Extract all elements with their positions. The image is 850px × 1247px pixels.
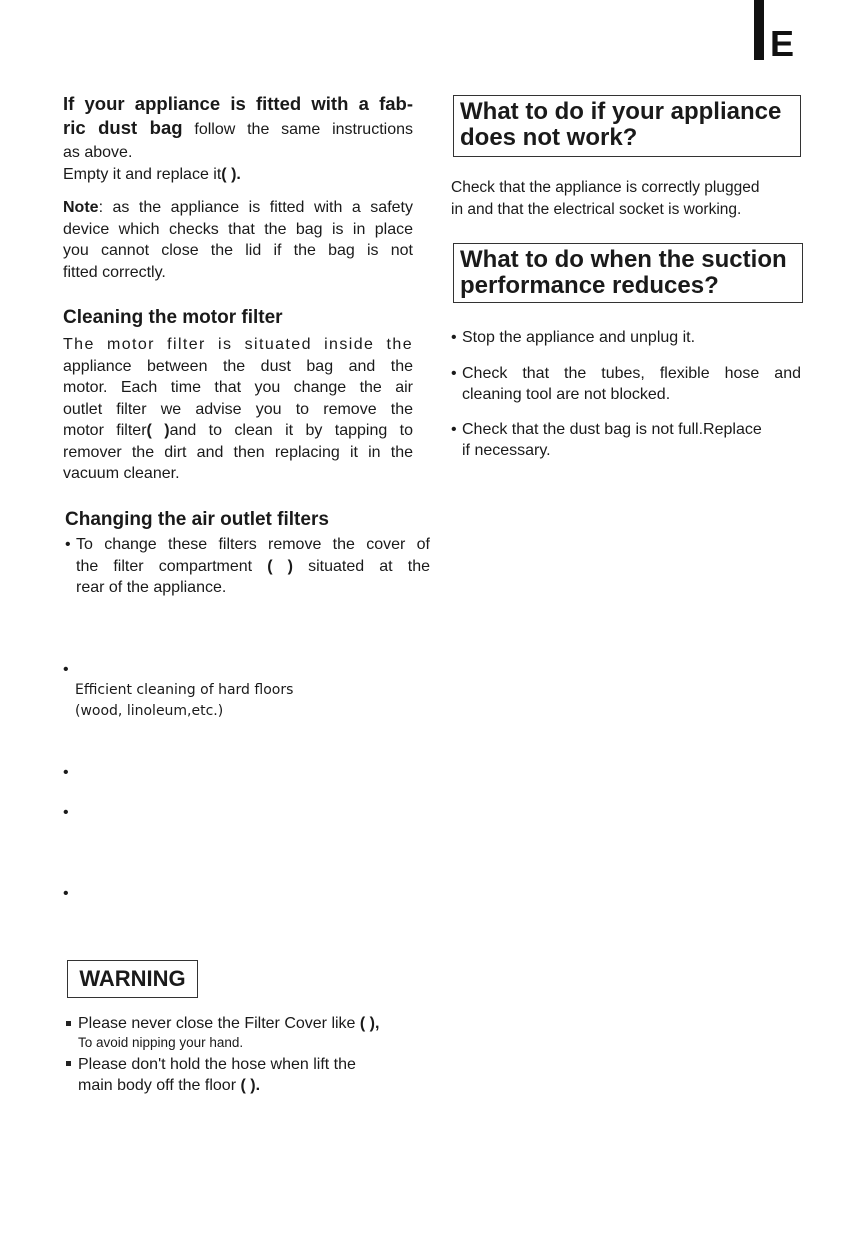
list-item: • To change these filters remove the cover of the filter compartment ( ) situated at the rear of the appliance. bbox=[65, 536, 430, 596]
bullet-1: • bbox=[63, 661, 69, 678]
warning-box: WARNING bbox=[67, 960, 198, 998]
air-outlet-heading: Changing the air outlet filters bbox=[65, 509, 329, 530]
motor-filter-line4: outlet filter we advise you to remove the bbox=[63, 400, 413, 418]
suction-heading: What to do when the suction performance reduces? bbox=[453, 243, 803, 303]
motor-filter-line2: appliance between the dust bag and the bbox=[63, 357, 413, 375]
motor-filter-section bbox=[63, 306, 413, 485]
hard-floors-text: Efficient cleaning of hard floors (wood, linoleum,etc.) bbox=[75, 682, 294, 719]
square-bullet-icon bbox=[66, 1021, 71, 1026]
warning-list bbox=[66, 1014, 436, 1096]
suction-list bbox=[451, 327, 801, 462]
bullet-2: • bbox=[63, 764, 69, 781]
note-line1: Note: as the appliance is fitted with a safety bbox=[63, 199, 413, 216]
not-work-heading: What to do if your appliance does not work? bbox=[453, 95, 801, 157]
bullet-3: • bbox=[63, 804, 69, 821]
list-item: Please don't hold the hose when lift the main body off the floor ( ). bbox=[66, 1054, 436, 1096]
note-line3: you cannot close the lid if the bag is not bbox=[63, 242, 413, 259]
list-item: Please never close the Filter Cover like ( ), To avoid nipping your hand. bbox=[66, 1014, 436, 1052]
not-work-text: Check that the appliance is correctly plugged in and that the electrical socket is working. bbox=[451, 179, 760, 218]
square-bullet-icon bbox=[66, 1061, 71, 1066]
note-line4: fitted correctly. bbox=[63, 263, 166, 281]
motor-filter-line1: The motor filter is situated inside the bbox=[63, 336, 413, 353]
list-item: • Check that the tubes, flexible hose and cleaning tool are not blocked. bbox=[451, 364, 801, 403]
bullet-4: • bbox=[63, 885, 69, 902]
motor-filter-line3: motor. Each time that you change the air bbox=[63, 379, 413, 396]
motor-filter-line6: remover the dirt and then replacing it in the bbox=[63, 443, 413, 461]
motor-filter-line5: motor filter( )and to clean it by tapping to bbox=[63, 422, 413, 439]
note-line2: device which checks that the bag is in place bbox=[63, 220, 413, 238]
fabric-bag-line3: as above. bbox=[63, 144, 133, 161]
language-tab-bar bbox=[754, 0, 764, 60]
fabric-bag-empty: Empty it and replace it( ). bbox=[63, 165, 241, 183]
fabric-bag-lead: If your appliance is fitted with a fab- bbox=[63, 93, 413, 114]
note-section bbox=[63, 197, 413, 283]
fabric-bag-section bbox=[63, 92, 413, 185]
motor-filter-line7: vacuum cleaner. bbox=[63, 465, 180, 482]
list-item: • Check that the dust bag is not full.Replace if necessary. bbox=[451, 420, 762, 459]
motor-filter-heading: Cleaning the motor filter bbox=[63, 307, 283, 328]
air-outlet-list bbox=[65, 534, 430, 599]
list-item: • Stop the appliance and unplug it. bbox=[451, 329, 696, 346]
language-tab-letter: E bbox=[770, 23, 795, 64]
air-outlet-section bbox=[65, 508, 430, 599]
fabric-bag-line2: ric dust bag follow the same instructions bbox=[63, 117, 413, 138]
